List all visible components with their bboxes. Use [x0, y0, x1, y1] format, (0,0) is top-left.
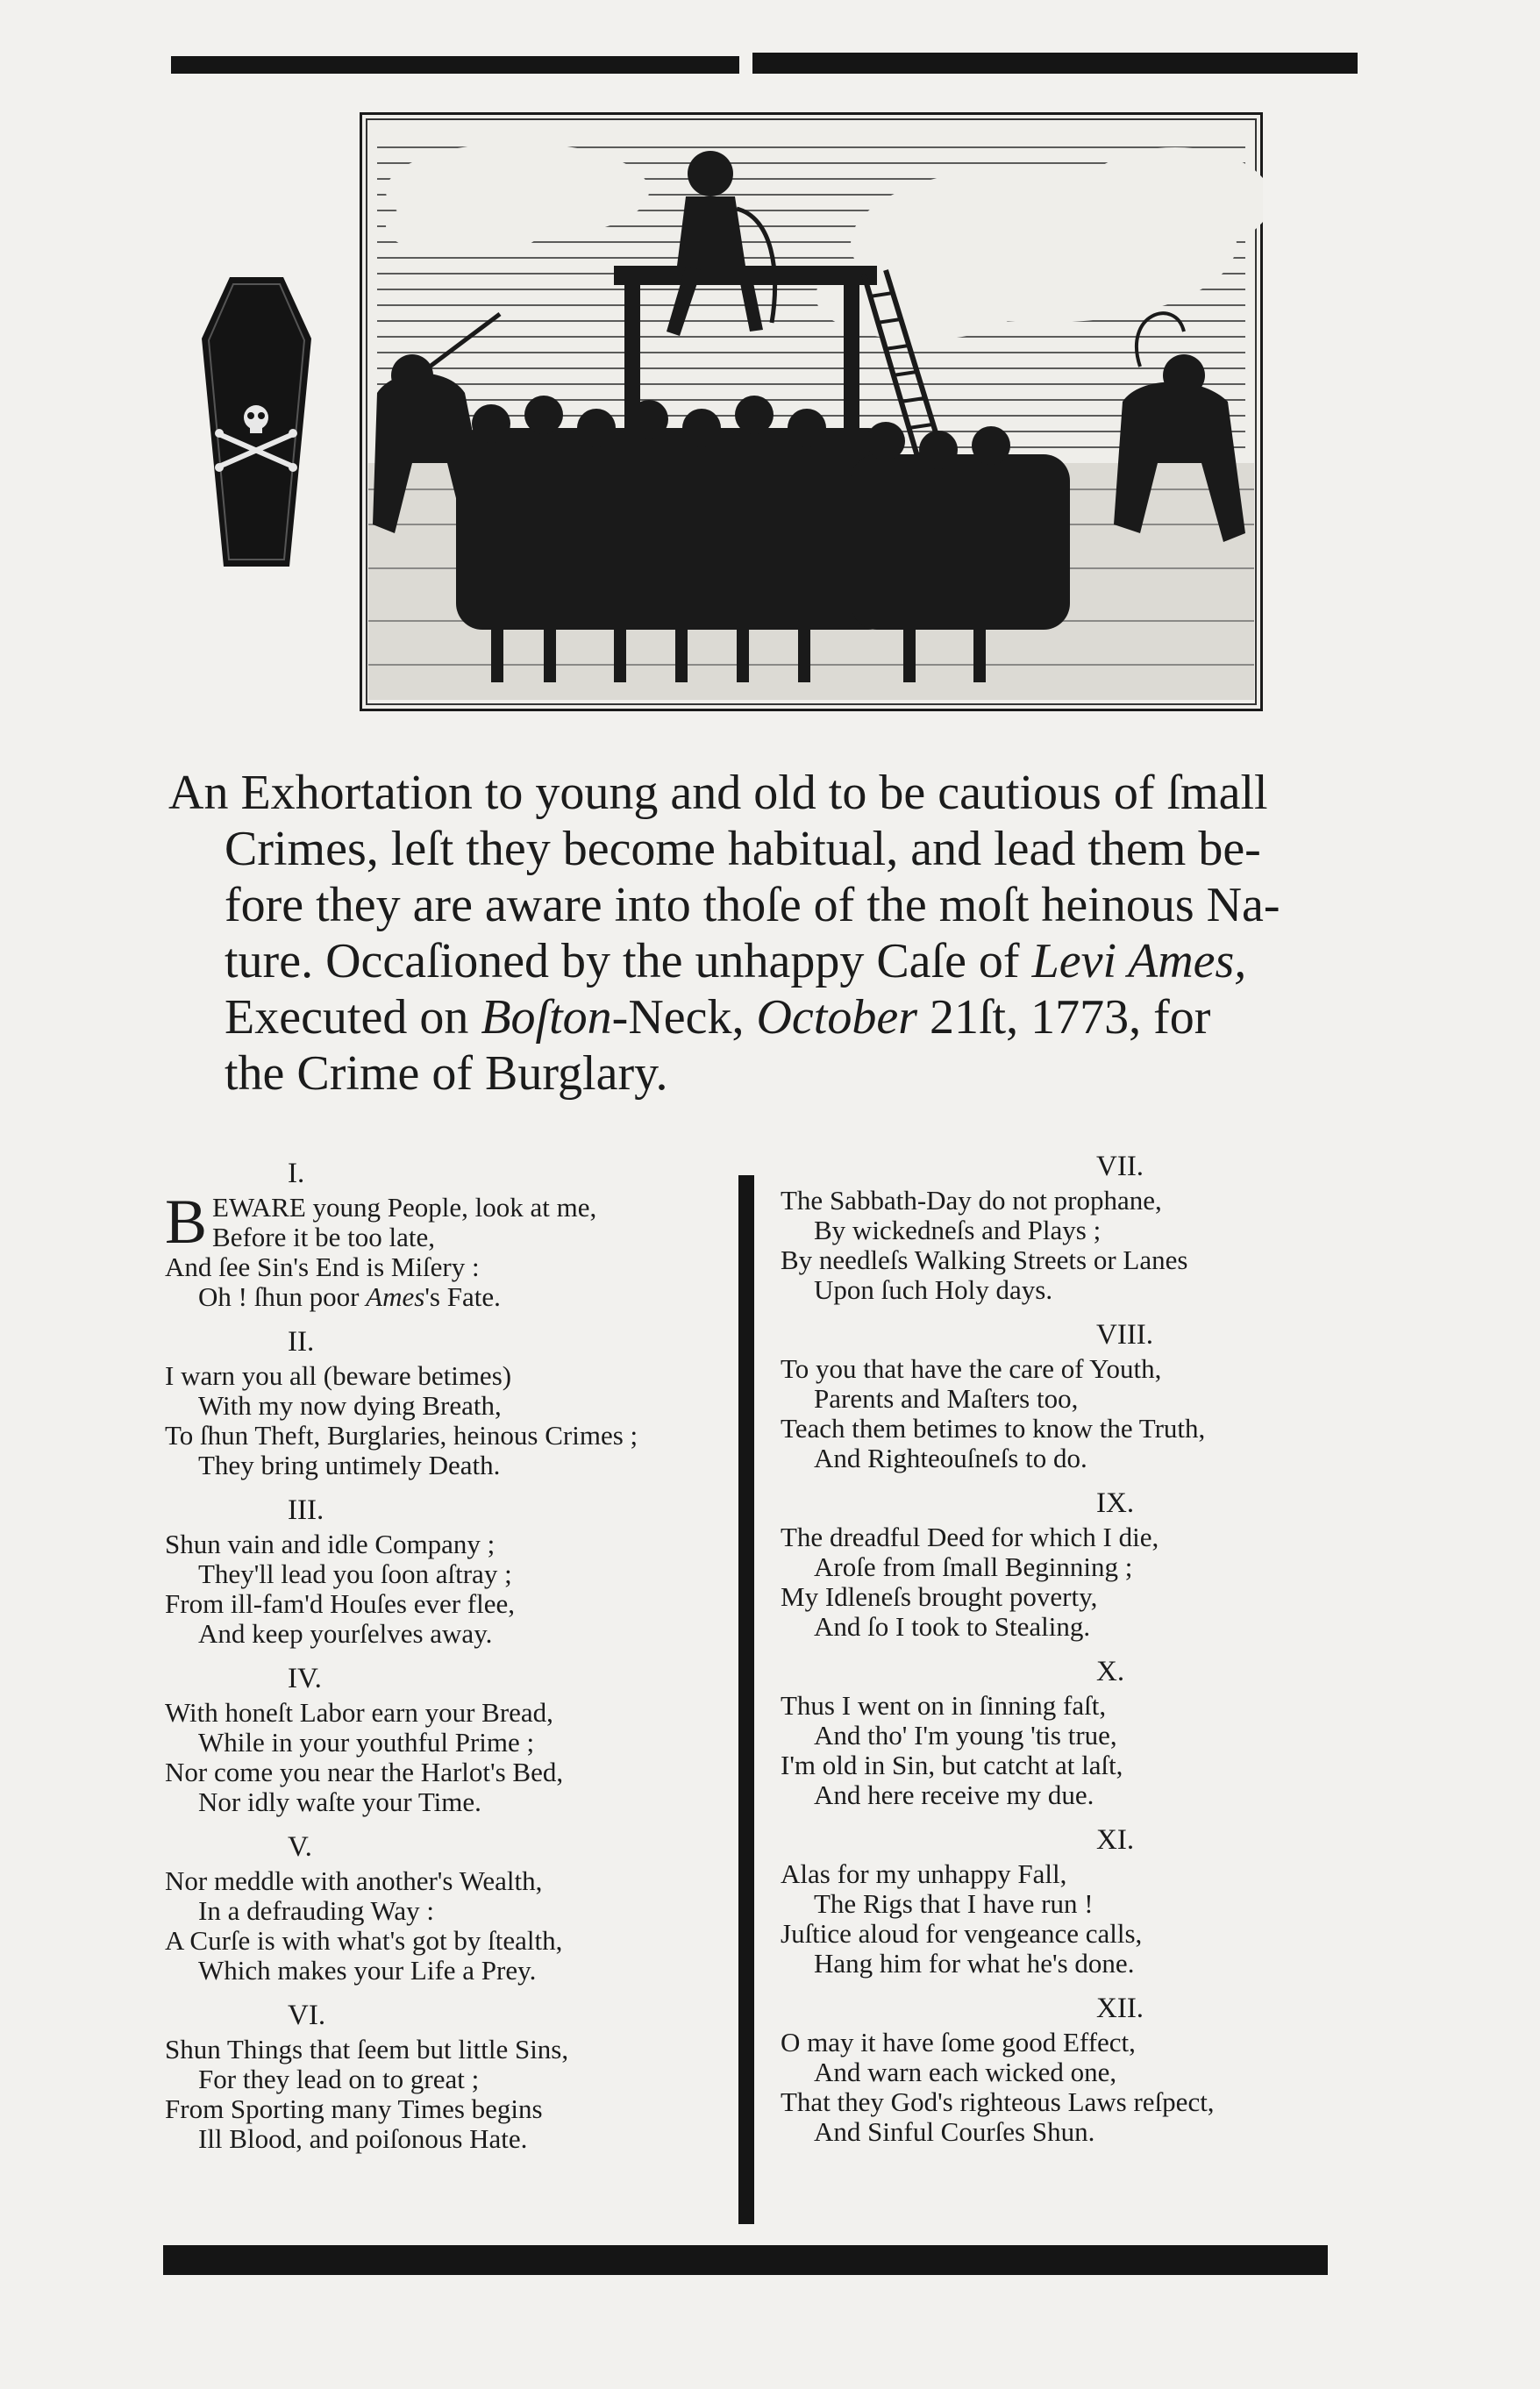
verse-line: Parents and Maſters too, [814, 1383, 1079, 1414]
verse-line: EWARE young People, look at me, [212, 1192, 597, 1223]
verse-line: Shun Things that ſeem but little Sins, [165, 2034, 569, 2065]
verse-line: Thus I went on in ſinning faſt, [781, 1690, 1107, 1721]
stanza-number: XII. [1096, 1993, 1144, 2024]
stanza-2 [165, 1323, 779, 1480]
stanza-8 [781, 1316, 1377, 1473]
verse-line: And ſo I took to Stealing. [814, 1611, 1091, 1642]
verse-line: And here receive my due. [814, 1779, 1094, 1810]
verse-line: Which makes your Life a Prey. [198, 1955, 537, 1986]
stanza-number: VI. [288, 2000, 326, 2031]
title-line-1: An Exhortation to young and old to be cautious of ſmall [168, 766, 1268, 820]
verse-line: To you that have the care of Youth, [781, 1353, 1162, 1384]
verse-line: And Righteouſneſs to do. [814, 1443, 1087, 1473]
gallows-execution-woodcut [360, 112, 1263, 711]
title-month-october: October [756, 990, 917, 1045]
stanza-4 [165, 1659, 779, 1817]
verse-line: Hang him for what he's done. [814, 1948, 1135, 1979]
verse-line: By wickedneſs and Plays ; [814, 1215, 1102, 1245]
stanza-number: I. [288, 1158, 305, 1189]
verse-line: From ill-fam'd Houſes ever flee, [165, 1588, 515, 1619]
verse-line: Before it be too late, [212, 1222, 435, 1252]
verse-column-left [165, 1154, 779, 2164]
stanza-5 [165, 1828, 779, 1986]
verse-line-tail: 's Fate. [424, 1281, 501, 1312]
title-name-levi-ames: Levi Ames, [1031, 934, 1247, 988]
verse-line: With my now dying Breath, [198, 1390, 502, 1421]
verse-column-right [781, 1147, 1377, 2157]
title-line-4 [168, 933, 1379, 989]
verse-line: By needleſs Walking Streets or Lanes [781, 1244, 1188, 1275]
title-line-3: fore they are aware into thoſe of the moſt heinous Na- [225, 878, 1280, 932]
verse-line: For they lead on to great ; [198, 2064, 480, 2094]
verse-name-ames: Ames [366, 1281, 425, 1312]
stanza-number: IX. [1096, 1487, 1135, 1519]
title-line-5-text: Executed on [225, 990, 481, 1045]
verse-line: In a defrauding Way : [198, 1895, 434, 1926]
verse-line: Shun vain and idle Company ; [165, 1529, 496, 1559]
stanza-3 [165, 1491, 779, 1649]
title-line-4-text: ture. Occaſioned by the unhappy Caſe of [225, 934, 1032, 988]
stanza-10 [781, 1652, 1377, 1810]
title-neck: -Neck, [611, 990, 757, 1045]
verse-line: They'll lead you ſoon aſtray ; [198, 1558, 512, 1589]
title-line-5 [168, 989, 1379, 1045]
verse-line: My Idleneſs brought poverty, [781, 1581, 1098, 1612]
stanza-7 [781, 1147, 1377, 1305]
title-place-boston: Boſton [481, 990, 612, 1045]
title-line-6: the Crime of Burglary. [225, 1046, 668, 1101]
verse-line: Aroſe from ſmall Beginning ; [814, 1551, 1133, 1582]
stanza-6 [165, 1996, 779, 2154]
stanza-number: VIII. [1096, 1319, 1154, 1351]
verse-line: And warn each wicked one, [814, 2057, 1117, 2087]
stanza-number: V. [288, 1831, 312, 1863]
verse-line: Alas for my unhappy Fall, [781, 1858, 1067, 1889]
stanza-number: X. [1096, 1656, 1125, 1687]
stanza-number: II. [288, 1326, 315, 1358]
broadside-title [168, 765, 1379, 1102]
stanza-number: XI. [1096, 1824, 1135, 1856]
verse-line: They bring untimely Death. [198, 1450, 501, 1480]
verse-line: And keep yourſelves away. [198, 1618, 493, 1649]
verse-line: The Sabbath-Day do not prophane, [781, 1185, 1162, 1216]
verse-line: A Curſe is with what's got by ſtealth, [165, 1925, 563, 1956]
title-line-2: Crimes, leſt they become habitual, and lead them be- [225, 822, 1261, 876]
title-date-year: 21ſt, 1773, for [917, 990, 1211, 1045]
verse-line: To ſhun Theft, Burglaries, heinous Crimes ; [165, 1420, 638, 1451]
stanza-1 [165, 1154, 779, 1312]
verse-line: With honeſt Labor earn your Bread, [165, 1697, 553, 1728]
verse-line: Nor meddle with another's Wealth, [165, 1865, 543, 1896]
stanza-number: IV. [288, 1663, 322, 1694]
verse-line: And tho' I'm young 'tis true, [814, 1720, 1117, 1751]
verse-line: Nor come you near the Harlot's Bed, [165, 1757, 564, 1787]
verse-line: The dreadful Deed for which I die, [781, 1522, 1159, 1552]
verse-line [165, 1282, 779, 1312]
verse-line: While in your youthful Prime ; [198, 1727, 535, 1758]
verse-line: Upon ſuch Holy days. [814, 1274, 1053, 1305]
bottom-border-rule [163, 2245, 1328, 2275]
verse-line: From Sporting many Times begins [165, 2093, 543, 2124]
top-border-rule-right [752, 53, 1358, 74]
verse-line: O may it have ſome good Effect, [781, 2027, 1136, 2057]
stanza-12 [781, 1989, 1377, 2147]
coffin-skull-crossbones-icon [202, 277, 311, 567]
verse-line: That they God's righteous Laws reſpect, [781, 2086, 1215, 2117]
verse-line: Nor idly waſte your Time. [198, 1786, 481, 1817]
stanza-number: III. [288, 1494, 324, 1526]
verse-line: I'm old in Sin, but catcht at laſt, [781, 1750, 1123, 1780]
verse-line: I warn you all (beware betimes) [165, 1360, 512, 1391]
verse-line: Juſtice aloud for vengeance calls, [781, 1918, 1143, 1949]
top-border-rule-left [171, 56, 739, 74]
verse-line: Ill Blood, and poiſonous Hate. [198, 2123, 528, 2154]
verse-line-text: Oh ! ſhun poor [198, 1281, 367, 1312]
verse-line: Teach them betimes to know the Truth, [781, 1413, 1206, 1444]
drop-cap: B [165, 1187, 208, 1257]
verse-line: And Sinful Courſes Shun. [814, 2116, 1095, 2147]
stanza-number: VII. [1096, 1151, 1144, 1182]
stanza-9 [781, 1484, 1377, 1642]
stanza-11 [781, 1821, 1377, 1979]
verse-line: The Rigs that I have run ! [814, 1888, 1094, 1919]
verse-line: And ſee Sin's End is Miſery : [165, 1252, 480, 1282]
